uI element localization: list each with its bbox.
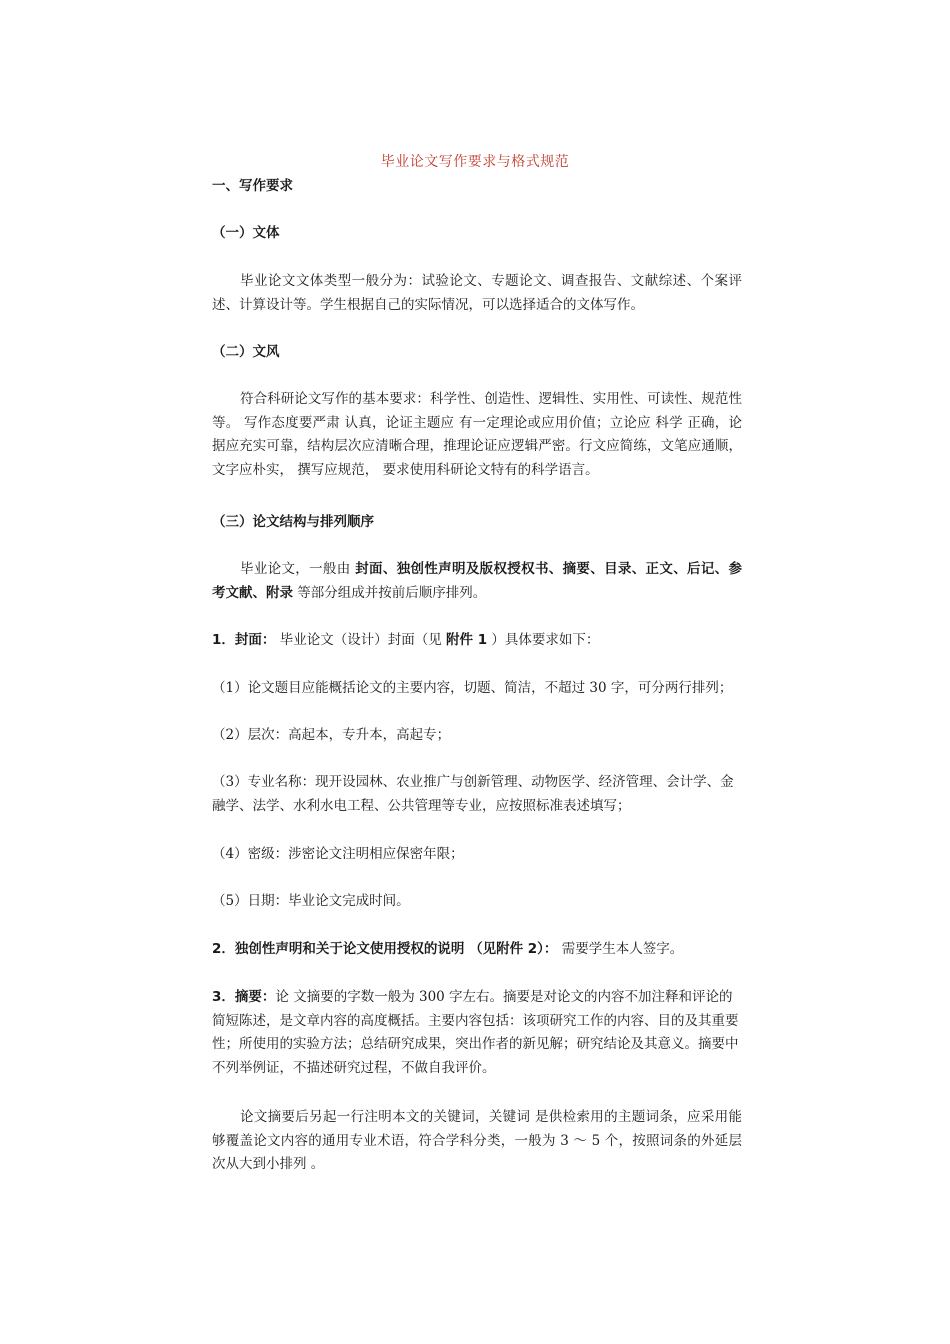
abstract-item-label: 3．摘要： (212, 989, 276, 1005)
abstract-item-text: 论 文摘要的字数一般为 300 字左右。摘要是对论文的内容不加注释和评论的简短陈述，是文章内容的高度概括。主要内容包括：该项研究工作的内容、目的及其重要性；所使用的实验方法；总结研究成果，突出作者的新见解；研究结论及其意义。摘要中不列举例证，不描述研究过程，不做自我评价。 (212, 989, 739, 1076)
cover-requirement-2: （2）层次：高起本，专升本，高起专； (212, 727, 451, 743)
cover-item-text-b: ）具体要求如下： (487, 632, 600, 648)
keywords-paragraph: 论文摘要后另起一行注明本文的关键词，关键词 是供检索用的主题词条，应采用能够覆盖论文内容的通用专业术语，符合学科分类，一般为 3 ～ 5 个，按照词条的外延层次从大到小排列 。 (212, 1109, 742, 1172)
document-title: 毕业论文写作要求与格式规范 (380, 154, 570, 170)
structure-text-prefix: 毕业论文，一般由 (240, 561, 356, 577)
structure-paragraph (212, 558, 742, 605)
declaration-item-paragraph (212, 938, 742, 962)
genre-paragraph: 毕业论文文体类型一般分为：试验论文、专题论文、调查报告、文献综述、个案评述、计算设计等。学生根据自己的实际情况，可以选择适合的文体写作。 (212, 273, 742, 313)
cover-item-paragraph (212, 629, 742, 653)
subsection-heading-structure: （三）论文结构与排列顺序 (212, 514, 374, 530)
subsection-heading-style: （二）文风 (212, 344, 280, 360)
declaration-item-label: 2．独创性声明和关于论文使用授权的说明 （见附件 2）： (212, 941, 558, 957)
style-paragraph: 符合科研论文写作的基本要求：科学性、创造性、逻辑性、实用性、可读性、规范性等。 写作态度要严肃 认真，论证主题应 有一定理论或应用价值；立论应 科学 正确，论据应充实可靠，结构层次应清晰合理，推理论证应逻辑严密。行文应简练，文笔应通顺， 文字应朴实， 撰写应规范， 要求使用科研论文特有的科学语言。 (212, 391, 742, 478)
cover-item-label: 1．封面： (212, 632, 276, 648)
cover-item-text-a: 毕业论文（设计）封面（见 (275, 632, 446, 648)
subsection-heading-genre: （一）文体 (212, 225, 280, 241)
structure-text-suffix: 等部分组成并按前后顺序排列。 (293, 584, 487, 601)
abstract-item-paragraph (212, 986, 742, 1080)
section-heading-writing-requirements: 一、写作要求 (212, 178, 293, 194)
cover-requirement-5: （5）日期：毕业论文完成时间。 (212, 893, 410, 909)
declaration-item-text: 需要学生本人签字。 (557, 941, 684, 957)
cover-requirement-3: （3）专业名称：现开设园林、农业推广与创新管理、动物医学、经济管理、会计学、金融学、法学、水利水电工程、公共管理等专业，应按照标准表述填写； (212, 774, 734, 814)
cover-item-attachment: 附件 1 (446, 632, 488, 648)
structure-parts-list: 封面、独创性声明及版权授权书、摘要、目录、正文、后记、参考文献、附录 (212, 561, 742, 601)
cover-requirement-4: （4）密级：涉密论文注明相应保密年限； (212, 846, 464, 862)
cover-requirement-1: （1）论文题目应能概括论文的主要内容，切题、简洁，不超过 30 字，可分两行排列； (212, 680, 733, 696)
